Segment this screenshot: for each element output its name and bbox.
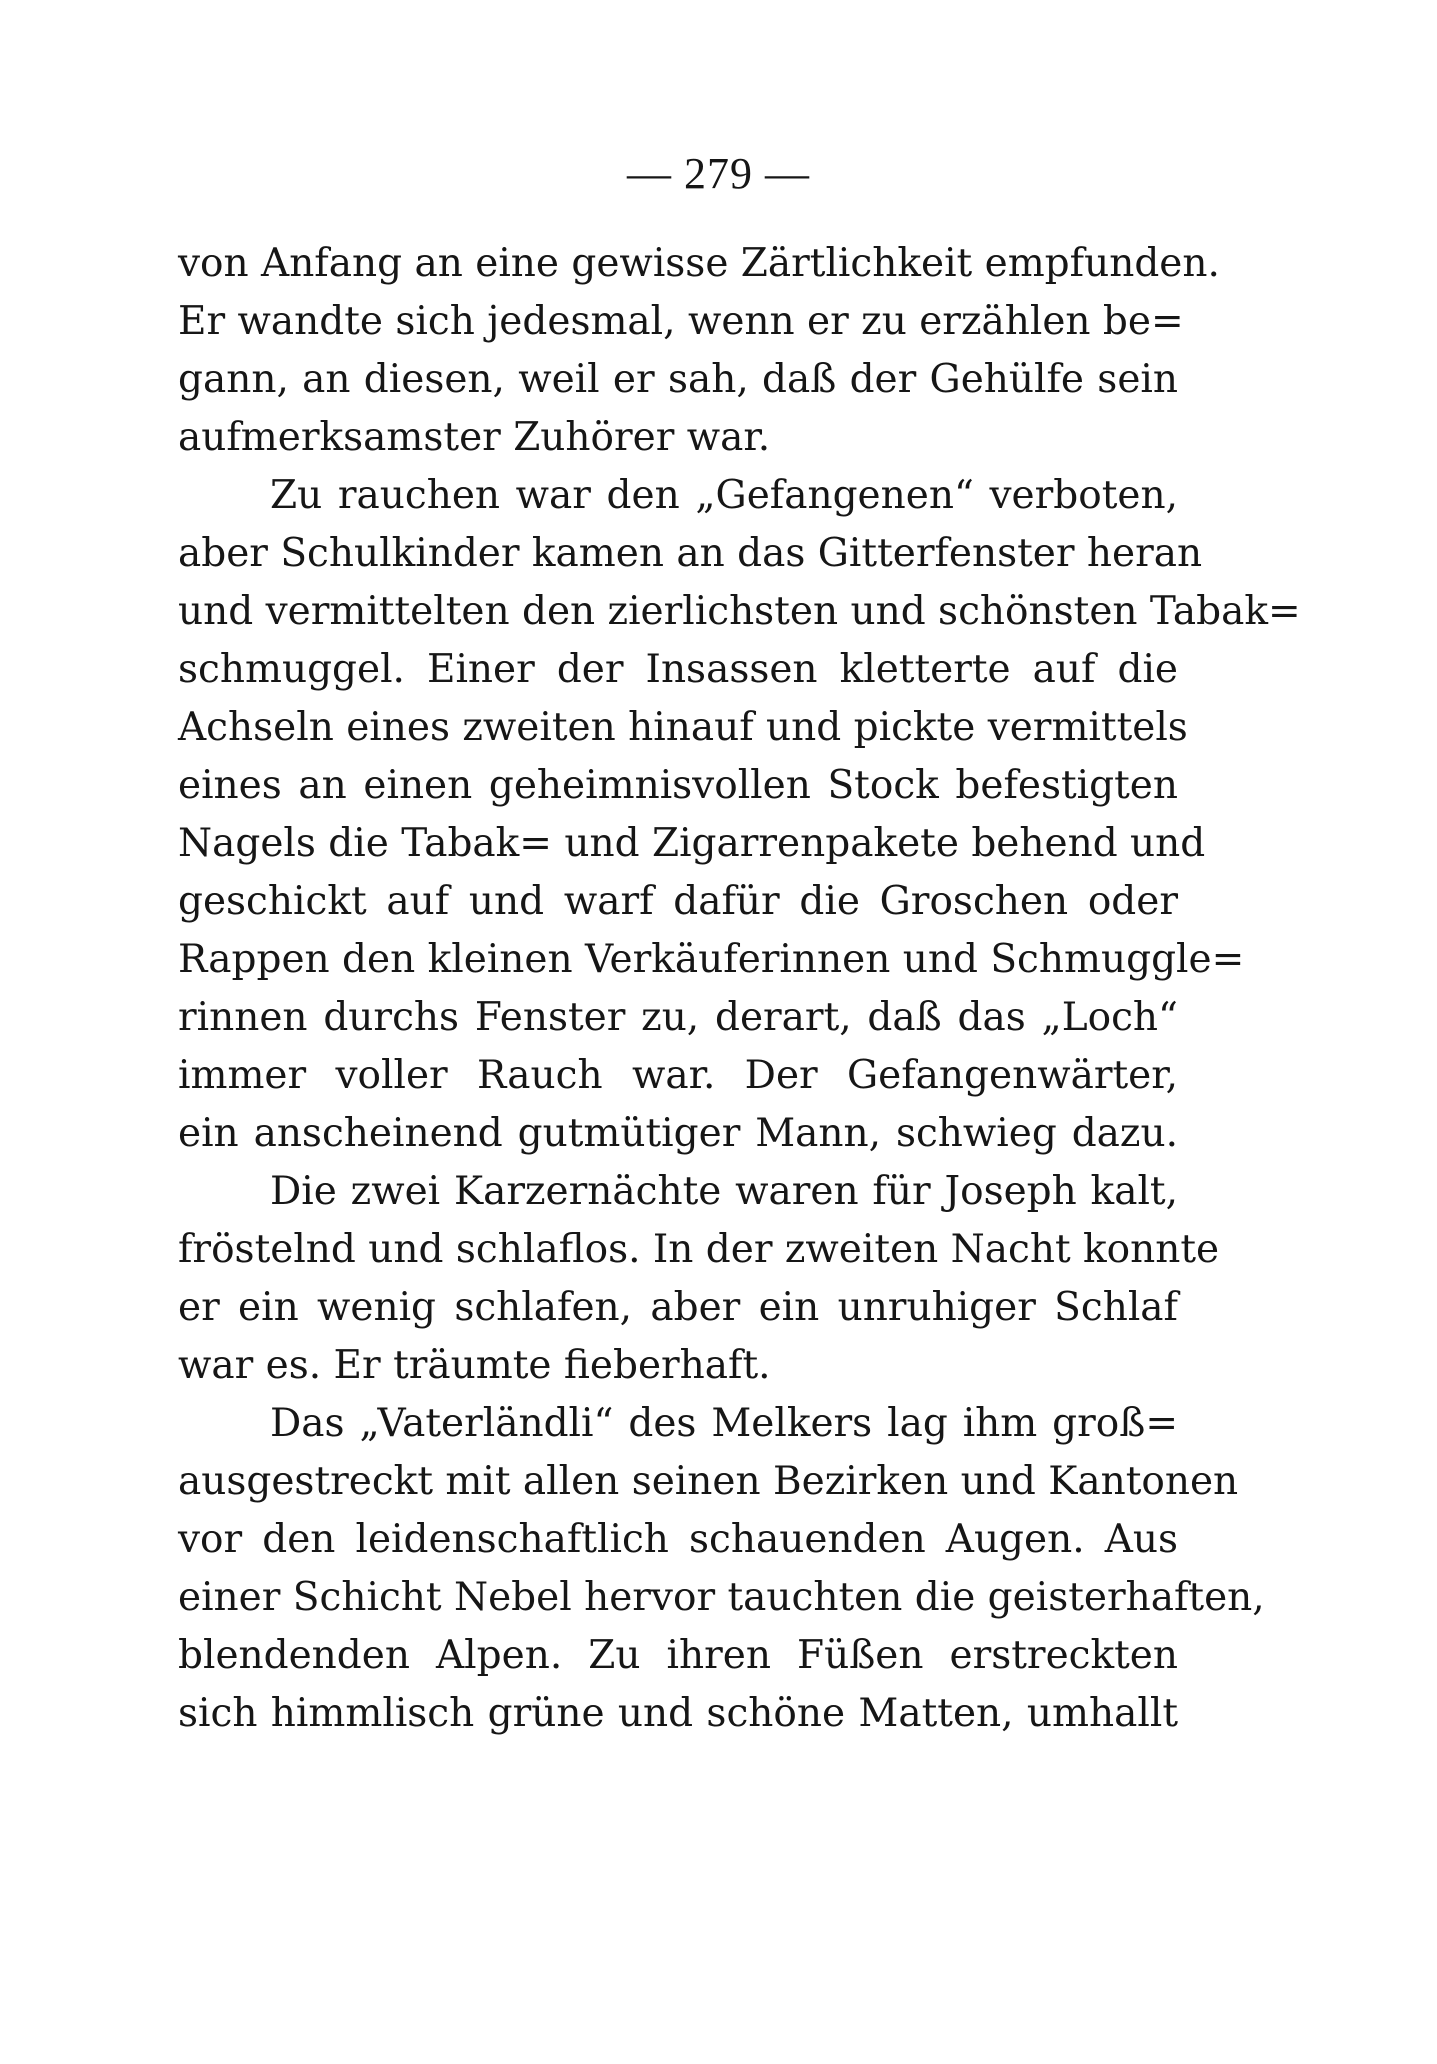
text-line: von Anfang an eine gewisse Zärtlichkeit empfunden. bbox=[178, 241, 1220, 286]
text-line: Er wandte sich jedesmal, wenn er zu erzählen be= bbox=[178, 299, 1184, 344]
text-line: aber Schulkinder kamen an das Gitterfenster heran bbox=[178, 531, 1203, 576]
text-line: Rappen den kleinen Verkäuferinnen und Schmuggle= bbox=[178, 937, 1245, 982]
text-line: sich himmlisch grüne und schöne Matten, umhallt bbox=[178, 1691, 1178, 1736]
text-line: immer voller Rauch war. Der Gefangenwärter, bbox=[178, 1053, 1178, 1098]
text-line: Zu rauchen war den „Gefangenen“ verboten, bbox=[270, 473, 1178, 518]
text-line: gann, an diesen, weil er sah, daß der Gehülfe sein bbox=[178, 357, 1178, 402]
text-line: Nagels die Tabak= und Zigarrenpakete behend und bbox=[178, 821, 1206, 866]
text-line: einer Schicht Nebel hervor tauchten die geisterhaften, bbox=[178, 1575, 1265, 1620]
text-line: rinnen durchs Fenster zu, derart, daß das „Loch“ bbox=[178, 995, 1178, 1040]
page-number: — 279 — bbox=[627, 149, 810, 198]
text-line: er ein wenig schlafen, aber ein unruhiger Schlaf bbox=[178, 1285, 1178, 1330]
text-line: vor den leidenschaftlich schauenden Augen. Aus bbox=[178, 1517, 1178, 1562]
text-line: schmuggel. Einer der Insassen kletterte auf die bbox=[178, 647, 1178, 692]
text-line: fröstelnd und schlaflos. In der zweiten Nacht konnte bbox=[178, 1227, 1220, 1272]
body-text bbox=[178, 235, 1301, 1743]
text-line: war es. Er träumte fieberhaft. bbox=[178, 1343, 771, 1388]
text-line: Die zwei Karzernächte waren für Joseph kalt, bbox=[270, 1169, 1178, 1214]
text-line: geschickt auf und warf dafür die Groschen oder bbox=[178, 879, 1178, 924]
text-line: Das „Vaterländli“ des Melkers lag ihm groß= bbox=[270, 1401, 1178, 1446]
text-line: aufmerksamster Zuhörer war. bbox=[178, 415, 771, 460]
text-line: blendenden Alpen. Zu ihren Füßen erstreckten bbox=[178, 1633, 1178, 1678]
text-line: und vermittelten den zierlichsten und schönsten Tabak= bbox=[178, 589, 1301, 634]
text-line: Achseln eines zweiten hinauf und pickte vermittels bbox=[178, 705, 1188, 750]
text-line: ausgestreckt mit allen seinen Bezirken und Kantonen bbox=[178, 1459, 1239, 1504]
text-line: eines an einen geheimnisvollen Stock befestigten bbox=[178, 763, 1178, 808]
text-line: ein anscheinend gutmütiger Mann, schwieg dazu. bbox=[178, 1111, 1178, 1156]
